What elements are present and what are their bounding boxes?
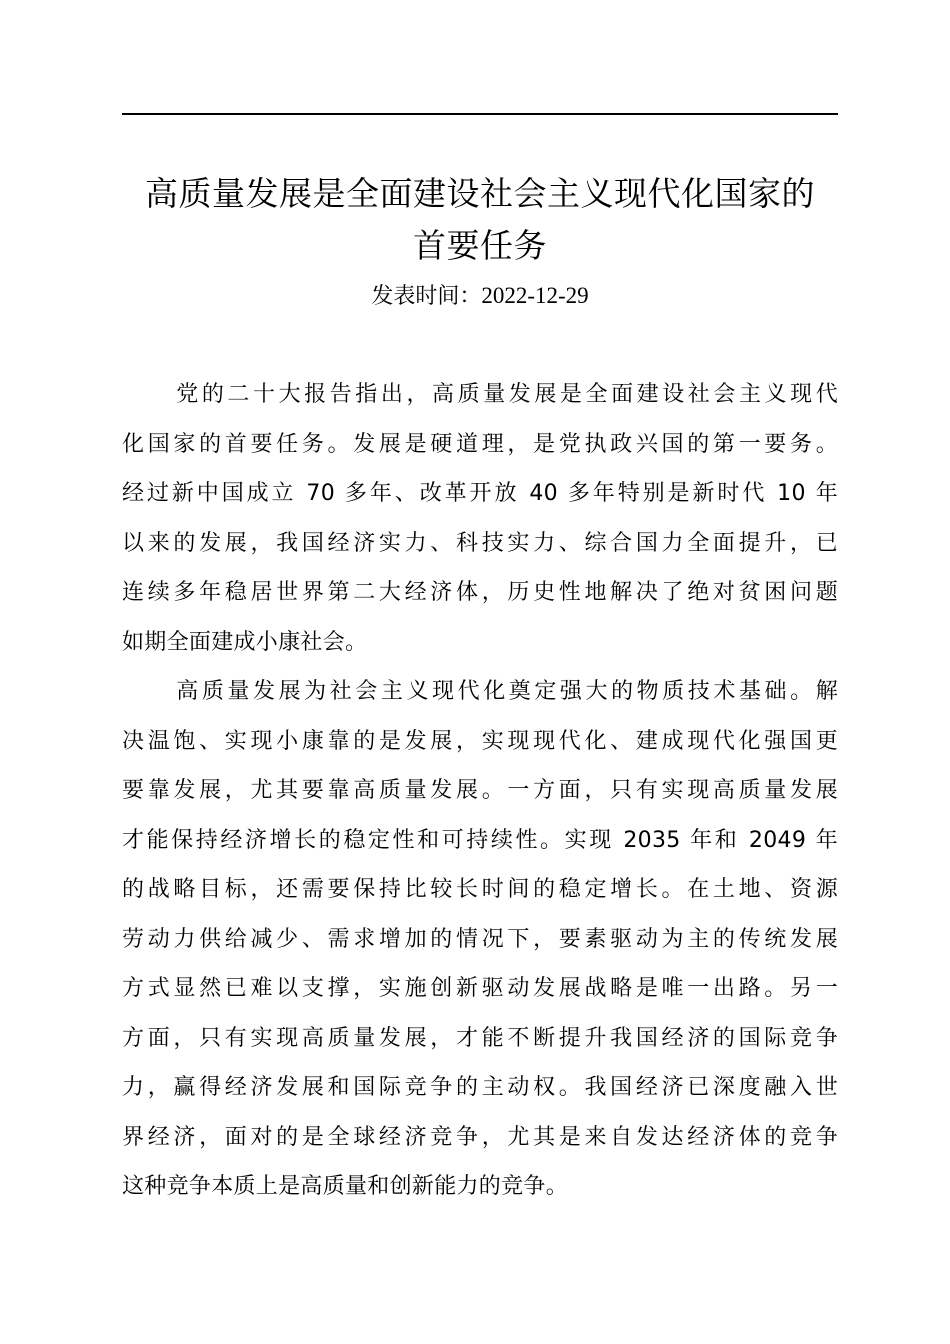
publish-date-label: 发表时间： <box>371 284 482 309</box>
paragraph-line: 劳动力供给减少、需求增加的情况下，要素驱动为主的传统发展 <box>122 926 838 952</box>
paragraph-line: 以来的发展，我国经济实力、科技实力、综合国力全面提升，已 <box>122 530 838 556</box>
article-title <box>110 168 850 272</box>
article-title-line-2: 首要任务 <box>413 226 547 265</box>
paragraph-line: 才能保持经济增长的稳定性和可持续性。实现 2035 年和 2049 年 <box>122 827 838 853</box>
paragraph-line: 的战略目标，还需要保持比较长时间的稳定增长。在土地、资源 <box>122 877 838 902</box>
paragraph-line: 连续多年稳居世界第二大经济体，历史性地解决了绝对贫困问题 <box>122 580 838 605</box>
paragraph-line: 力，赢得经济发展和国际竞争的主动权。我国经济已深度融入世 <box>122 1075 838 1100</box>
paragraph-line: 要靠发展，尤其要靠高质量发展。一方面，只有实现高质量发展 <box>122 778 838 803</box>
paragraph-1 <box>122 370 838 667</box>
paragraph-2 <box>122 667 838 1212</box>
paragraph-line: 方式显然已难以支撑，实施创新驱动发展战略是唯一出路。另一 <box>122 976 838 1001</box>
paragraph-line: 决温饱、实现小康靠的是发展，实现现代化、建成现代化强国更 <box>122 728 838 754</box>
paragraph-line: 这种竞争本质上是高质量和创新能力的竞争。 <box>122 1174 569 1199</box>
article-body <box>122 370 838 1212</box>
paragraph-line: 界经济，面对的是全球经济竞争，尤其是来自发达经济体的竞争 <box>122 1124 838 1150</box>
paragraph-line: 化国家的首要任务。发展是硬道理，是党执政兴国的第一要务。 <box>122 431 838 457</box>
article-title-line-1: 高质量发展是全面建设社会主义现代化国家的 <box>145 174 815 213</box>
paragraph-line: 高质量发展为社会主义现代化奠定强大的物质技术基础。解 <box>173 679 838 704</box>
paragraph-line: 党的二十大报告指出，高质量发展是全面建设社会主义现代 <box>173 382 838 407</box>
paragraph-line: 如期全面建成小康社会。 <box>122 629 368 655</box>
paragraph-line: 方面，只有实现高质量发展，才能不断提升我国经济的国际竞争 <box>122 1025 838 1051</box>
publish-date-value: 2022-12-29 <box>481 283 589 308</box>
paragraph-line: 经过新中国成立 70 多年、改革开放 40 多年特别是新时代 10 年 <box>122 481 838 506</box>
header-rule <box>122 113 838 115</box>
publish-date <box>110 278 850 315</box>
